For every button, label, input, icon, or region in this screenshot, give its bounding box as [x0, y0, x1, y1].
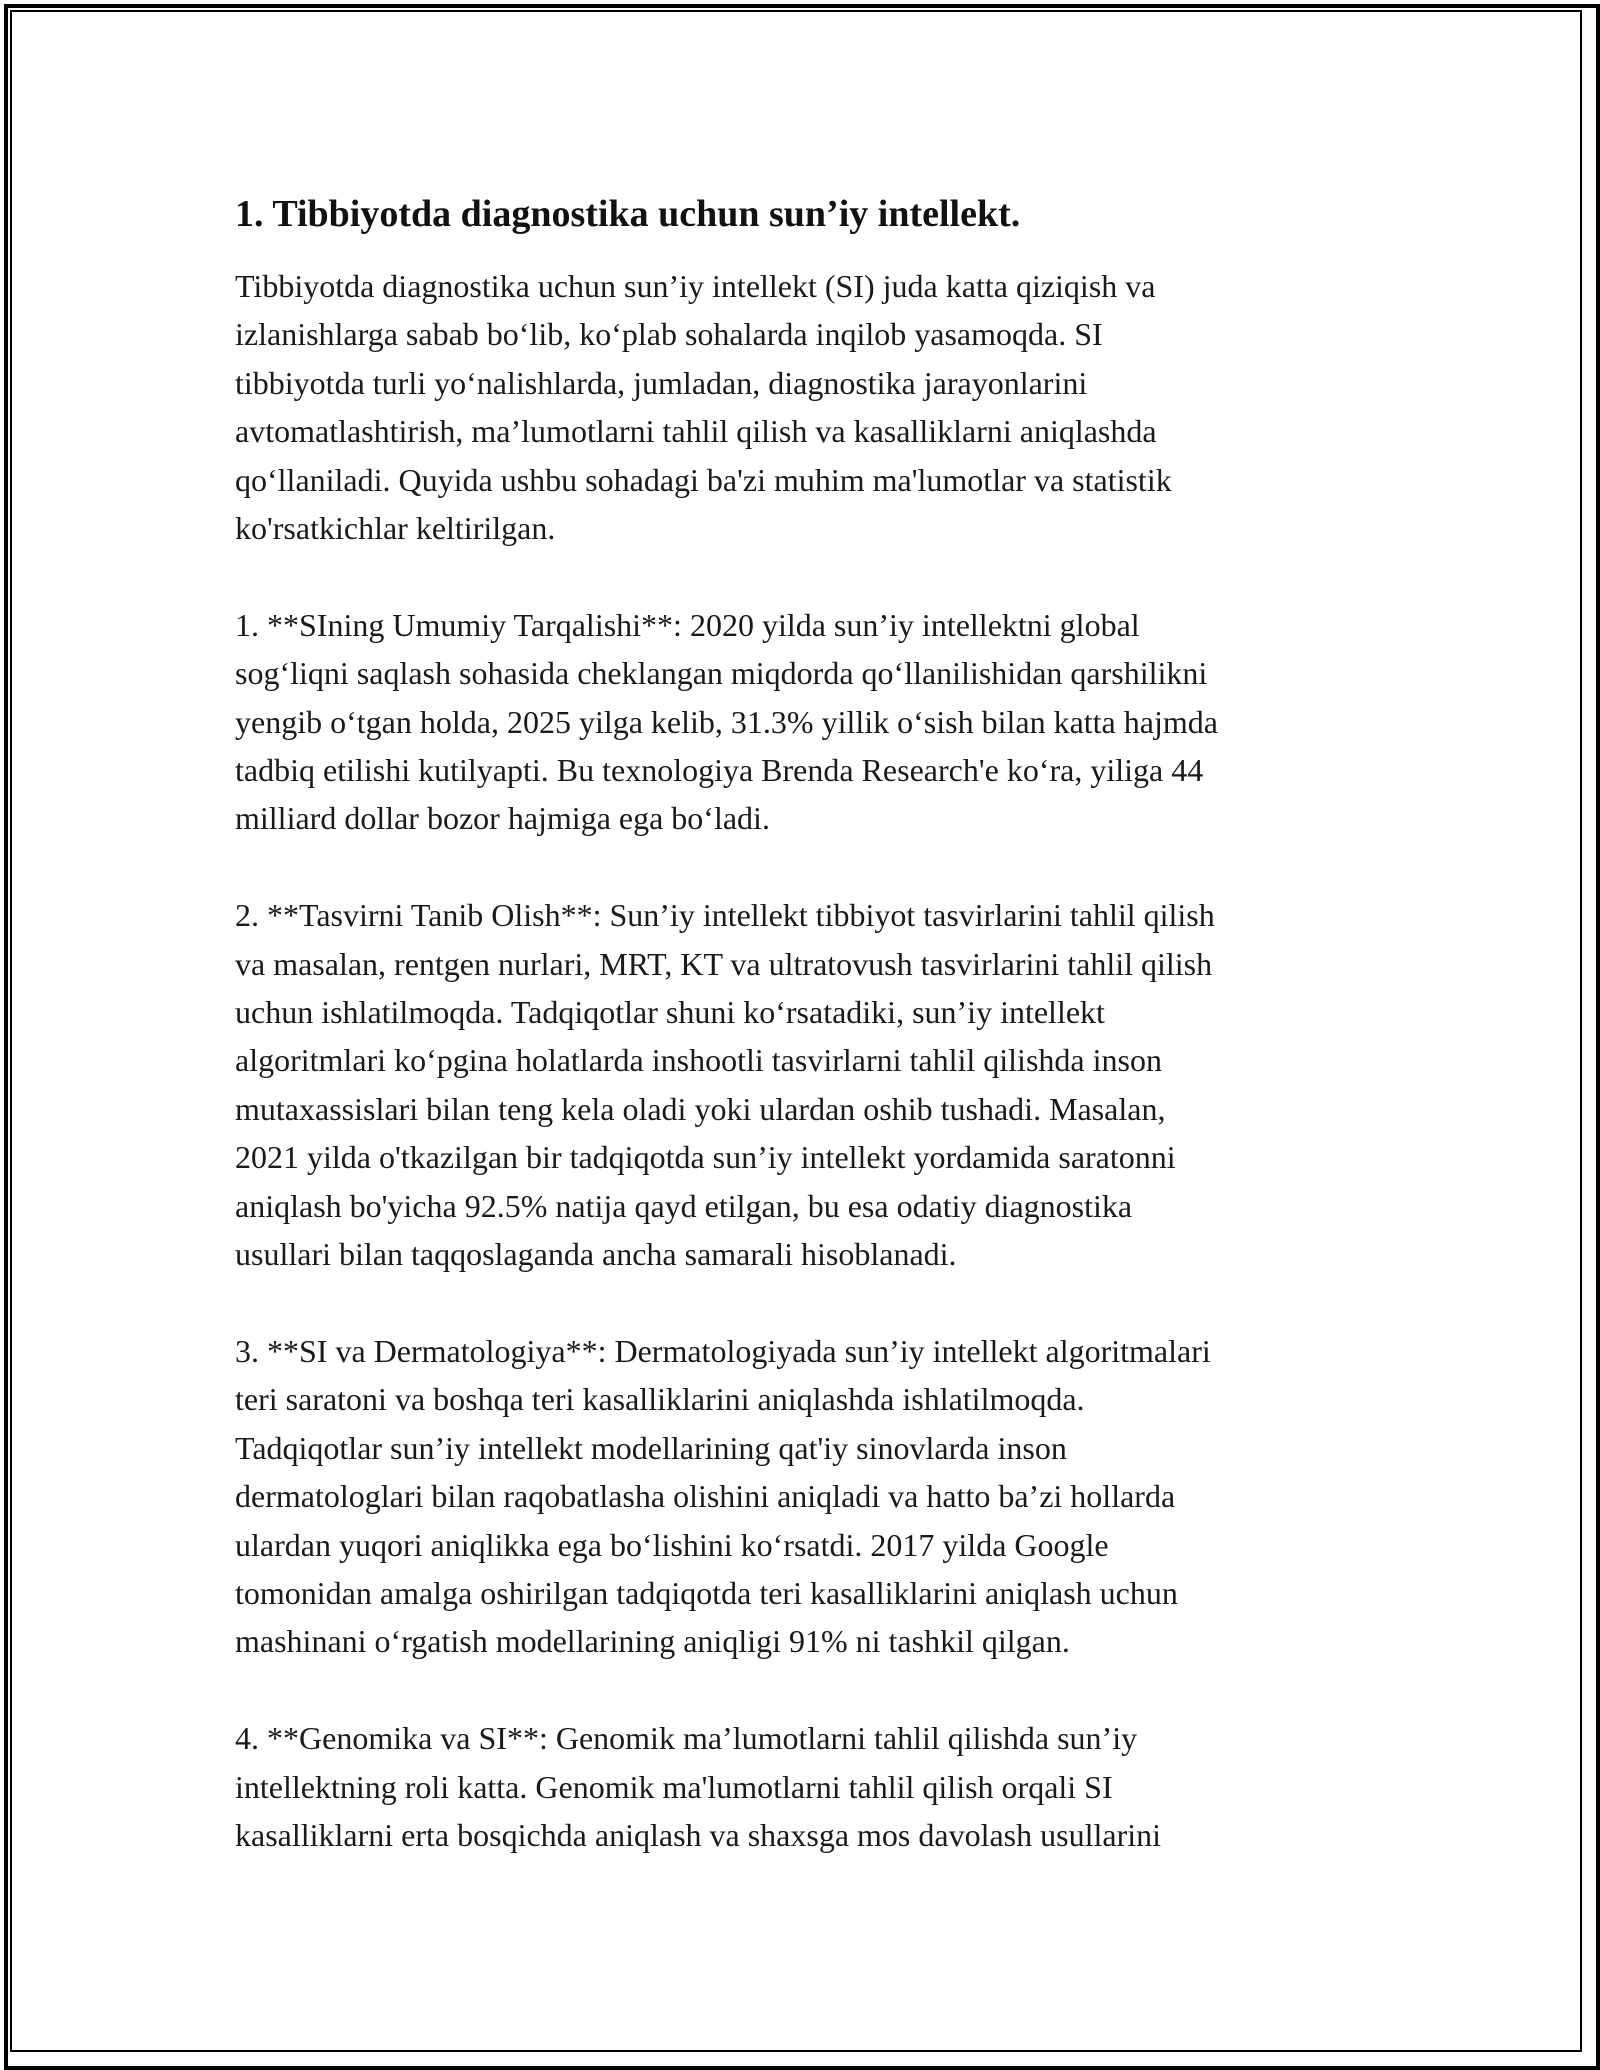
list-item-4-paragraph: 4. **Genomika va SI**: Genomik ma’lumotlarni tahlil qilishda sun’iy intellektning roli katta. Genomik ma'lumotlarni tahlil qilish orqali SI kasalliklarni erta bosqichda aniqlash va shaxsga mos davolash usullarini — [235, 1720, 1161, 1853]
document-body — [235, 190, 1375, 1859]
list-item-3-paragraph: 3. **SI va Dermatologiya**: Dermatologiyada sun’iy intellekt algoritmalari teri saratoni va boshqa teri kasalliklarini aniqlashda ishlatilmoqda. Tadqiqotlar sun’iy intellekt modellarining qat'iy sinovlarda inson dermatologlari bilan raqobatlasha olishini aniqladi va hatto ba’zi hollarda ulardan yuqori aniqlikka ega bo‘lishini ko‘rsatdi. 2017 yilda Google tomonidan amalga oshirilgan tadqiqotda teri kasalliklarini aniqlash uchun mashinani o‘rgatish modellarining aniqligi 91% ni tashkil qilgan. — [235, 1332, 1211, 1660]
intro-paragraph: Tibbiyotda diagnostika uchun sun’iy intellekt (SI) juda katta qiziqish va izlanishlarga sabab bo‘lib, ko‘plab sohalarda inqilob yasamoqda. SI tibbiyotda turli yo‘nalishlarda, jumladan, diagnostika jarayonlarini avtomatlashtirish, ma’lumotlarni tahlil qilish va kasalliklarni aniqlashda qo‘llaniladi. Quyida ushbu sohadagi ba'zi muhim ma'lumotlar va statistik ko'rsatkichlar keltirilgan. — [235, 268, 1172, 547]
list-item-2-paragraph: 2. **Tasvirni Tanib Olish**: Sun’iy intellekt tibbiyot tasvirlarini tahlil qilish va masalan, rentgen nurlari, MRT, KT va ultratovush tasvirlarini tahlil qilish uchun ishlatilmoqda. Tadqiqotlar shuni ko‘rsatadiki, sun’iy intellekt algoritmlari ko‘pgina holatlarda inshootli tasvirlarni tahlil qilishda inson mutaxassislari bilan teng kela oladi yoki ulardan oshib tushadi. Masalan, 2021 yilda o'tkazilgan bir tadqiqotda sun’iy intellekt yordamida saratonni aniqlash bo'yicha 92.5% natija qayd etilgan, bu esa odatiy diagnostika usullari bilan taqqoslaganda ancha samarali hisoblanadi. — [235, 897, 1215, 1273]
list-item-1-paragraph: 1. **SIning Umumiy Tarqalishi**: 2020 yilda sun’iy intellektni global sog‘liqni saqlash sohasida cheklangan miqdorda qo‘llanilishidan qarshilikni yengib o‘tgan holda, 2025 yilga kelib, 31.3% yillik o‘sish bilan katta hajmda tadbiq etilishi kutilyapti. Bu texnologiya Brenda Research'e ko‘ra, yiliga 44 milliard dollar bozor hajmiga ega bo‘ladi. — [235, 606, 1218, 837]
document-title: 1. Tibbiyotda diagnostika uchun sun’iy intellekt. — [235, 193, 1021, 235]
